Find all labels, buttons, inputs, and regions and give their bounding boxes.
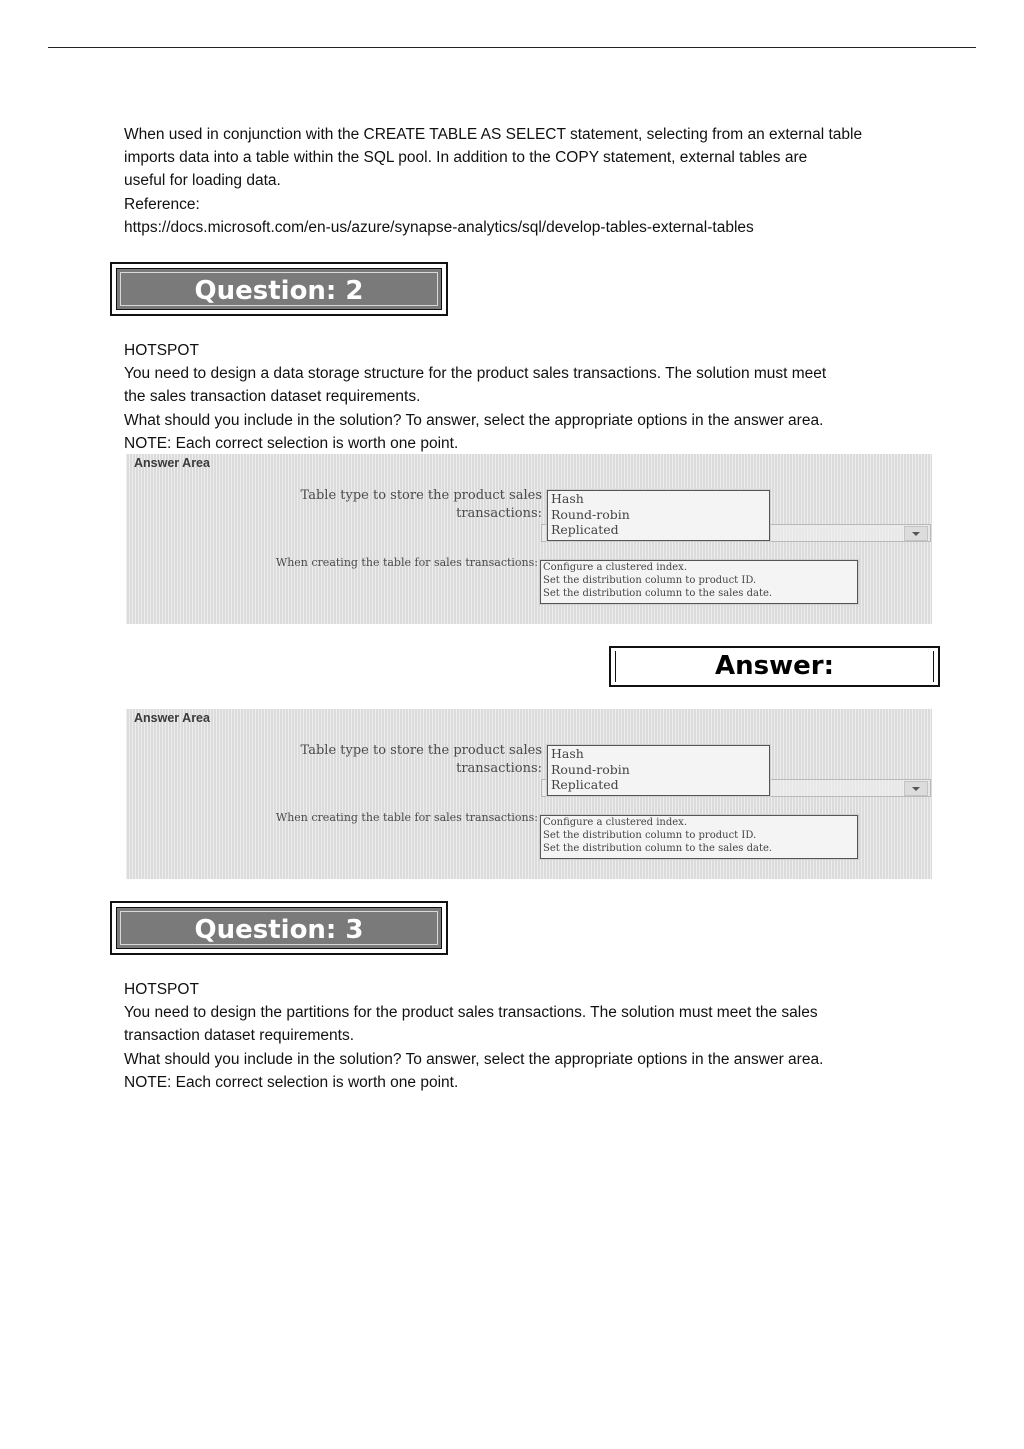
creating-table-options[interactable] — [540, 560, 858, 604]
question-line: You need to design the partitions for the product sales transactions. The solution must meet the sales — [124, 1004, 818, 1022]
chevron-down-icon[interactable] — [904, 526, 928, 541]
creating-table-options[interactable] — [540, 815, 858, 859]
answer-heading — [609, 646, 940, 687]
option-round-robin[interactable]: Round-robin — [551, 506, 630, 522]
answer-title: Answer: — [715, 651, 834, 681]
table-type-label-line2: transactions: — [456, 761, 542, 776]
table-type-options[interactable] — [547, 490, 770, 541]
question-line: the sales transaction dataset requirements. — [124, 388, 421, 406]
question-line: You need to design a data storage structure for the product sales transactions. The solution must meet — [124, 365, 827, 383]
option-clustered-index[interactable]: Configure a clustered index. — [543, 562, 688, 573]
question-2-title: Question: 2 — [194, 276, 364, 306]
option-replicated[interactable]: Replicated — [551, 777, 619, 792]
chevron-down-icon[interactable] — [904, 781, 928, 796]
option-hash[interactable]: Hash — [551, 491, 584, 506]
question-line: What should you include in the solution? To answer, select the appropriate options in the answer area. — [124, 411, 824, 429]
option-hash[interactable]: Hash — [551, 746, 584, 761]
question-line: NOTE: Each correct selection is worth one point. — [124, 434, 459, 452]
intro-line: imports data into a table within the SQL pool. In addition to the COPY statement, external tables are — [124, 149, 808, 167]
intro-paragraph — [124, 123, 944, 239]
answer-answer-area — [126, 709, 932, 879]
question-line: HOTSPOT — [124, 342, 199, 359]
option-distribution-sales-date[interactable]: Set the distribution column to the sales date. — [543, 588, 773, 599]
question-2-answer-area — [126, 454, 932, 624]
table-type-label-line1: Table type to store the product sales — [300, 743, 542, 758]
top-rule — [48, 47, 976, 48]
reference-label: Reference: — [124, 195, 200, 213]
option-replicated[interactable]: Replicated — [551, 522, 619, 537]
option-distribution-sales-date[interactable]: Set the distribution column to the sales date. — [543, 843, 773, 854]
creating-table-label: When creating the table for sales transactions: — [275, 556, 538, 569]
option-distribution-product-id[interactable]: Set the distribution column to product ID. — [543, 830, 757, 841]
question-3-title: Question: 3 — [194, 915, 364, 945]
question-line: transaction dataset requirements. — [124, 1027, 355, 1045]
option-clustered-index[interactable]: Configure a clustered index. — [543, 817, 688, 828]
creating-table-label: When creating the table for sales transactions: — [275, 811, 538, 824]
question-line: HOTSPOT — [124, 981, 199, 998]
question-2-text — [124, 339, 944, 455]
question-line: What should you include in the solution? To answer, select the appropriate options in the answer area. — [124, 1050, 824, 1068]
reference-url: https://docs.microsoft.com/en-us/azure/synapse-analytics/sql/develop-tables-external-tables — [124, 218, 754, 236]
table-type-label-line2: transactions: — [456, 506, 542, 521]
table-type-label — [226, 742, 542, 778]
intro-line: useful for loading data. — [124, 172, 281, 190]
answer-area-title: Answer Area — [134, 711, 210, 725]
table-type-label — [226, 487, 542, 523]
intro-line: When used in conjunction with the CREATE TABLE AS SELECT statement, selecting from an external table — [124, 126, 863, 143]
table-type-label-line1: Table type to store the product sales — [300, 488, 542, 503]
question-3-text — [124, 978, 944, 1094]
question-2-heading — [110, 262, 448, 316]
answer-area-title: Answer Area — [134, 456, 210, 470]
table-type-options[interactable] — [547, 745, 770, 796]
option-distribution-product-id[interactable]: Set the distribution column to product ID. — [543, 575, 757, 586]
option-round-robin[interactable]: Round-robin — [551, 761, 630, 777]
question-3-heading — [110, 901, 448, 955]
question-line: NOTE: Each correct selection is worth one point. — [124, 1073, 459, 1091]
